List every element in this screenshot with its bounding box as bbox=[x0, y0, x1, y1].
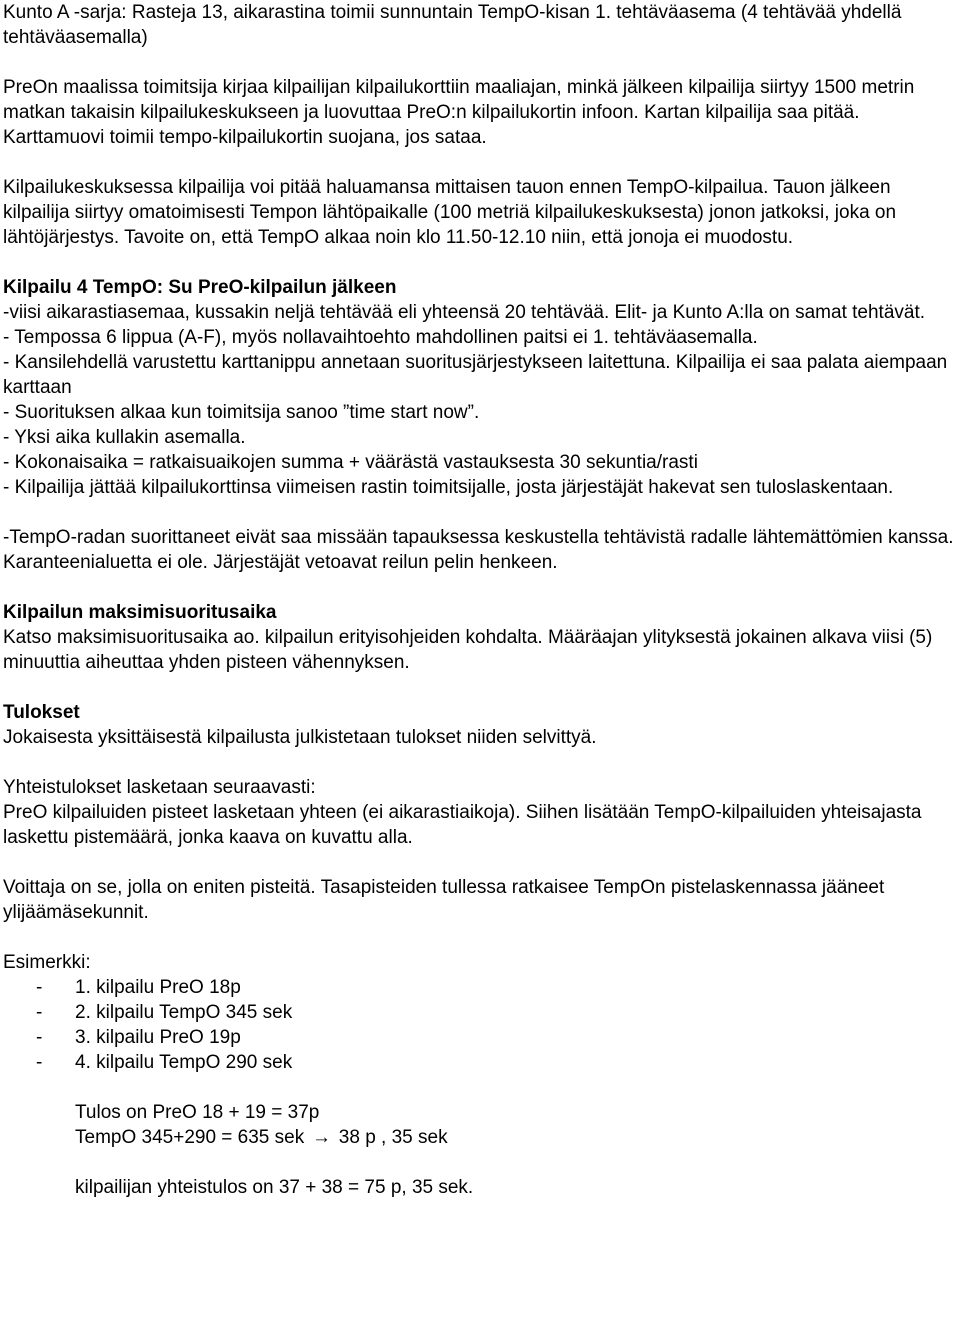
tempo-rule-line: - Kansilehdellä varustettu karttanippu annetaan suoritusjärjestykseen laitettuna. Kilpailija ei saa palata aiempaan karttaan bbox=[3, 352, 948, 398]
tempo-rule-line: - Yksi aika kullakin asemalla. bbox=[3, 427, 246, 448]
results-heading: Tulokset bbox=[3, 702, 80, 723]
list-bullet: - bbox=[36, 1027, 43, 1048]
list-bullet: - bbox=[36, 1002, 43, 1023]
example-result-preo: Tulos on PreO 18 + 19 = 37p bbox=[75, 1102, 320, 1123]
example-item-text: 4. kilpailu TempO 290 sek bbox=[75, 1052, 293, 1073]
document-page bbox=[3, 0, 957, 1200]
list-bullet: - bbox=[36, 1052, 43, 1073]
max-time-text: Katso maksimisuoritusaika ao. kilpailun erityisohjeiden kohdalta. Määräajan ylityksestä jokainen alkava viisi (5) minuuttia aiheuttaa yhden pisteen vähennyksen. bbox=[3, 627, 933, 673]
overall-results-title: Yhteistulokset lasketaan seuraavasti: bbox=[3, 777, 316, 798]
example-item-text: 3. kilpailu PreO 19p bbox=[75, 1027, 241, 1048]
max-time-heading: Kilpailun maksimisuoritusaika bbox=[3, 602, 277, 623]
intro-paragraph-finish: PreOn maalissa toimitsija kirjaa kilpailijan kilpailukorttiin maaliajan, minkä jälkeen kilpailija siirtyy 1500 metrin matkan takaisin kilpailukeskukseen ja luovuttaa PreO:n kilpailukortin infoon. Kartan kilpailija saa pitää. Karttamuovi toimii tempo-kilpailukortin suojana, jos sataa. bbox=[3, 77, 915, 148]
example-result-tempo-points: 38 p , 35 sek bbox=[333, 1127, 448, 1148]
list-item bbox=[3, 1000, 957, 1025]
intro-paragraph-break: Kilpailukeskuksessa kilpailija voi pitää haluamansa mittaisen tauon ennen TempO-kilpailua. Tauon jälkeen kilpailija siirtyy omatoimisesti Tempon lähtöpaikalle (100 metriä kilpailukeskuksesta) jonon jatkoksi, joka on lähtöjärjestys. Tavoite on, että TempO alkaa noin klo 11.50-12.10 niin, että jonoja ei muodostu. bbox=[3, 177, 897, 248]
overall-results-text: PreO kilpailuiden pisteet lasketaan yhteen (ei aikarastiaikoja). Siihen lisätään TempO-kilpailuiden yhteisajasta laskettu pistemäärä, jonka kaava on kuvattu alla. bbox=[3, 802, 922, 848]
example-title: Esimerkki: bbox=[3, 952, 91, 973]
arrow-right-icon: → bbox=[312, 1127, 331, 1148]
tempo-rule-line: - Kokonaisaika = ratkaisuaikojen summa + väärästä vastauksesta 30 sekuntia/rasti bbox=[3, 452, 698, 473]
example-result-tempo bbox=[3, 1125, 957, 1150]
tempo-section-heading: Kilpailu 4 TempO: Su PreO-kilpailun jälkeen bbox=[3, 277, 397, 298]
list-bullet: - bbox=[36, 977, 43, 998]
tempo-rule-line: -viisi aikarastiasemaa, kussakin neljä tehtävää eli yhteensä 20 tehtävää. Elit- ja Kunto A:lla on samat tehtävät. bbox=[3, 302, 926, 323]
list-item bbox=[3, 1025, 957, 1050]
list-item bbox=[3, 975, 957, 1000]
tempo-rule-line: - Suorituksen alkaa kun toimitsija sanoo ”time start now”. bbox=[3, 402, 480, 423]
tempo-rule-line: - Kilpailija jättää kilpailukorttinsa viimeisen rastin toimitsijalle, josta järjestäjät hakevat sen tuloslaskentaan. bbox=[3, 477, 894, 498]
tempo-rule-line: - Tempossa 6 lippua (A-F), myös nollavaihtoehto mahdollinen paitsi ei 1. tehtäväasemalla. bbox=[3, 327, 758, 348]
intro-line: Kunto A -sarja: Rasteja 13, aikarastina toimii sunnuntain TempO-kisan 1. tehtäväasema (4 tehtävää yhdellä tehtäväasemalla) bbox=[3, 2, 902, 48]
tempo-section-paragraph: -TempO-radan suorittaneet eivät saa missään tapauksessa keskustella tehtävistä radalle lähtemättömien kanssa. Karanteenialuetta ei ole. Järjestäjät vetoavat reilun pelin henkeen. bbox=[3, 527, 954, 573]
example-list bbox=[3, 975, 957, 1075]
results-text: Jokaisesta yksittäisestä kilpailusta julkistetaan tulokset niiden selvittyä. bbox=[3, 727, 597, 748]
example-item-text: 2. kilpailu TempO 345 sek bbox=[75, 1002, 293, 1023]
winner-text: Voittaja on se, jolla on eniten pisteitä. Tasapisteiden tullessa ratkaisee TempOn pistelaskennassa jääneet ylijäämäsekunnit. bbox=[3, 877, 885, 923]
example-result-tempo-sum: TempO 345+290 = 635 sek bbox=[75, 1127, 305, 1148]
example-item-text: 1. kilpailu PreO 18p bbox=[75, 977, 241, 998]
list-item bbox=[3, 1050, 957, 1075]
example-total: kilpailijan yhteistulos on 37 + 38 = 75 p, 35 sek. bbox=[75, 1177, 474, 1198]
